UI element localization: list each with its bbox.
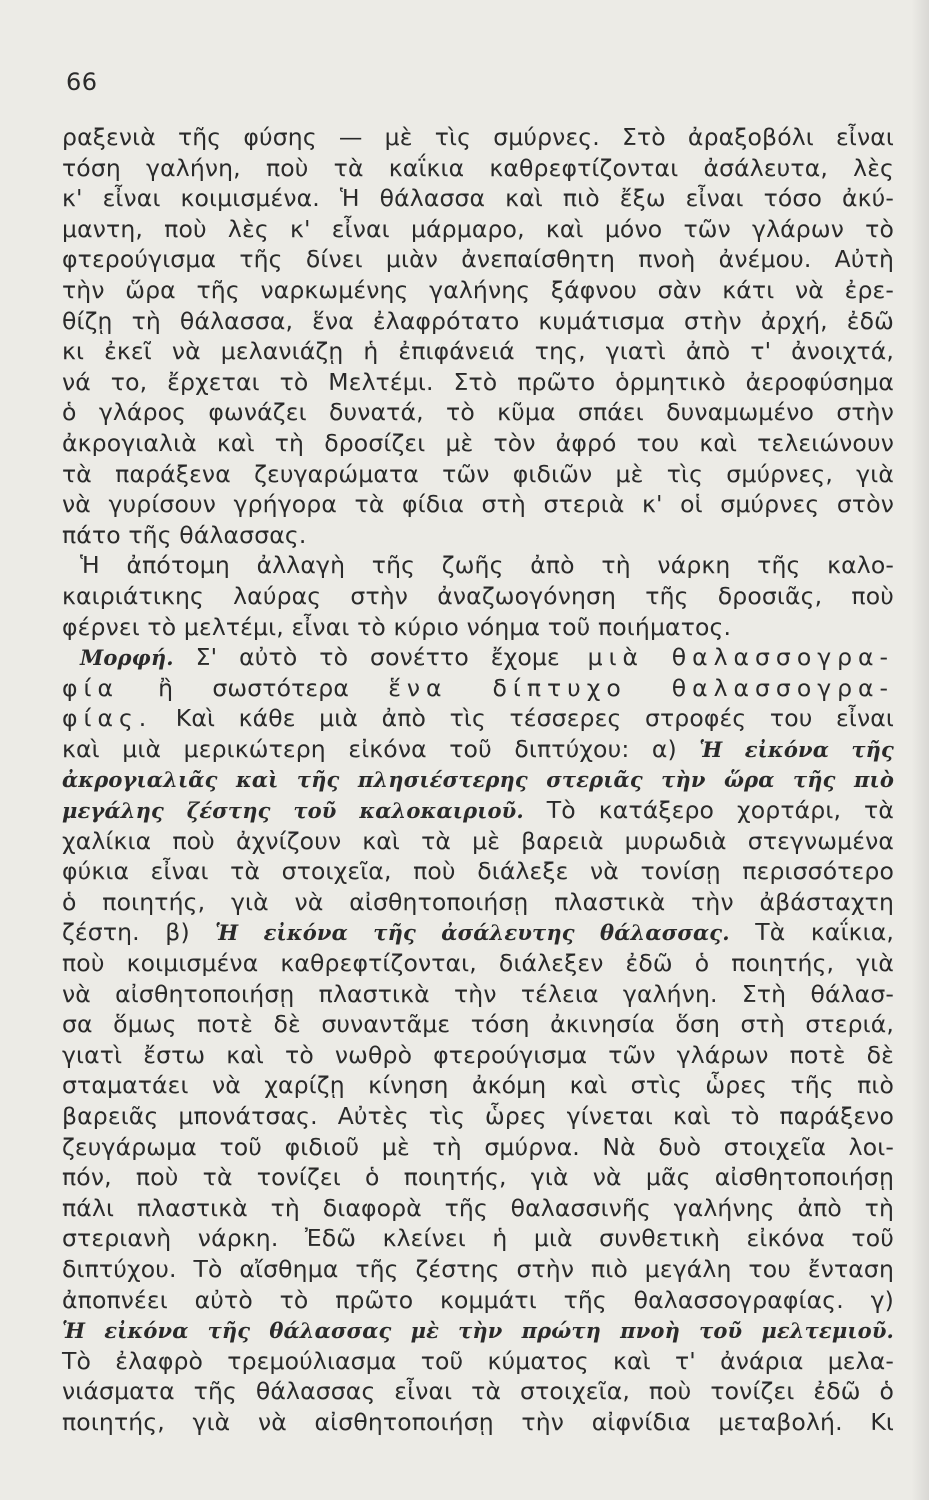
text-line: Τὸ ἐλαφρὸ τρεμούλιασμα τοῦ κύματος καὶ τ' ἀνάρια μελα- [62,1346,894,1375]
text-line: ὁ ποιητής, γιὰ νὰ αἰσθητοποιήσῃ πλαστικὰ τὴν ἀβάσταχτη [62,887,894,916]
text-line: σταματάει νὰ χαρίζῃ κίνηση ἀκόμη καὶ στὶς ὧρες τῆς πιὸ [62,1071,894,1100]
text-line: ἀκρογιαλιὰ καὶ τὴ δροσίζει μὲ τὸν ἀφρό του καὶ τελειώνουν [62,428,894,457]
text-line: νιάσματα τῆς θάλασσας εἶναι τὰ στοιχεῖα, ποὺ τονίζει ἐδῶ ὁ [62,1377,894,1406]
text-line: ποιητής, γιὰ νὰ αἰσθητοποιήσῃ τὴν αἰφνίδια μεταβολή. Κι [62,1407,894,1436]
text-line: τόση γαλήνη, ποὺ τὰ καΐκια καθρεφτίζονται ἀσάλευτα, λὲς [62,153,894,182]
text-line: σα ὅμως ποτὲ δὲ συναντᾶμε τόση ἀκινησία ὅση στὴ στεριά, [62,1010,894,1039]
text-line: ἀποπνέει αὐτὸ τὸ πρῶτο κομμάτι τῆς θαλασσογραφίας. γ) [62,1285,894,1314]
text-line: Μορφή. Σ' αὐτὸ τὸ σονέττο ἔχομε μιὰ θαλασσογρα- [80,643,895,672]
text-line: κ' εἶναι κοιμισμένα. Ἡ θάλασσα καὶ πιὸ ἔξω εἶναι τόσο ἀκύ- [62,184,894,213]
text-line: μαντη, ποὺ λὲς κ' εἶναι μάρμαρο, καὶ μόνο τῶν γλάρων τὸ [62,214,894,243]
text-line: κι ἐκεῖ νὰ μελανιάζῃ ἡ ἐπιφάνειά της, γιατὶ ἀπὸ τ' ἀνοιχτά, [62,337,894,366]
text-line: ζευγάρωμα τοῦ φιδιοῦ μὲ τὴ σμύρνα. Νὰ δυὸ στοιχεῖα λοι- [62,1132,894,1161]
text-line: τὰ παράξενα ζευγαρώματα τῶν φιδιῶν μὲ τὶς σμύρνες, γιὰ [62,459,894,488]
text-line: νὰ γυρίσουν γρήγορα τὰ φίδια στὴ στεριὰ κ' οἱ σμύρνες στὸν [62,490,894,519]
body-text [62,122,894,1438]
text-line: Ἡ ἀπότομη ἀλλαγὴ τῆς ζωῆς ἀπὸ τὴ νάρκη τῆς καλο- [80,551,894,580]
text-line: τὴν ὥρα τῆς ναρκωμένης γαλήνης ξάφνου σὰν κάτι νὰ ἐρε- [62,275,894,304]
text-line: χαλίκια ποὺ ἀχνίζουν καὶ τὰ μὲ βαρειὰ μυρωδιὰ στεγνωμένα [62,826,894,855]
text-line: φύκια εἶναι τὰ στοιχεῖα, ποὺ διάλεξε νὰ τονίσῃ περισσότερο [62,857,894,886]
text-line: στεριανὴ νάρκη. Ἐδῶ κλείνει ἡ μιὰ συνθετικὴ εἰκόνα τοῦ [62,1224,894,1253]
text-line: καιριάτικης λαύρας στὴν ἀναζωογόνηση τῆς δροσιᾶς, ποὺ [62,581,894,610]
text-line: γιατὶ ἔστω καὶ τὸ νωθρὸ φτερούγισμα τῶν γλάρων ποτὲ δὲ [62,1040,894,1069]
text-line: φτερούγισμα τῆς δίνει μιὰν ἀνεπαίσθητη πνοὴ ἀνέμου. Αὐτὴ [62,245,894,274]
text-line: νά το, ἔρχεται τὸ Μελτέμι. Στὸ πρῶτο ὁρμητικὸ ἀεροφύσημα [62,367,894,396]
text-line: φίας. Καὶ κάθε μιὰ ἀπὸ τὶς τέσσερες στροφές του εἶναι [62,704,894,733]
text-line: ραξενιὰ τῆς φύσης — μὲ τὶς σμύρνες. Στὸ ἀραξοβόλι εἶναι [62,123,894,151]
text-line: διπτύχου. Τὸ αἴσθημα τῆς ζέστης στὴν πιὸ μεγάλη του ἔνταση [62,1254,894,1283]
page-edge-shadow [911,0,929,1500]
page-number: 66 [66,68,98,96]
text-line: Ἡ εἰκόνα τῆς θάλασσας μὲ τὴν πρώτη πνοὴ τοῦ μελτεμιοῦ. [62,1318,894,1344]
text-line: πόν, ποὺ τὰ τονίζει ὁ ποιητής, γιὰ νὰ μᾶς αἰσθητοποιήσῃ [62,1163,894,1192]
text-line: νὰ αἰσθητοποιήσῃ πλαστικὰ τὴν τέλεια γαλήνη. Στὴ θάλασ- [62,979,894,1008]
text-line: ἀκρογιαλιᾶς καὶ τῆς πλησιέστερης στεριᾶς τὴν ὥρα τῆς πιὸ [62,767,894,793]
text-line: μεγάλης ζέστης τοῦ καλοκαιριοῦ. Τὸ κατάξερο χορτάρι, τὰ [62,796,894,825]
section-heading: Μορφή. [80,645,174,671]
text-line: φία ἢ σωστότερα ἕνα δίπτυχο θαλασσογρα- [62,673,894,702]
text-line: καὶ μιὰ μερικώτερη εἰκόνα τοῦ διπτύχου: α) Ἡ εἰκόνα τῆς [62,734,894,763]
text-line: φέρνει τὸ μελτέμι, εἶναι τὸ κύριο νόημα τοῦ ποιήματος. [62,612,732,641]
text-line: πάτο τῆς θάλασσας. [62,520,307,549]
text-line: ὁ γλάρος φωνάζει δυνατά, τὸ κῦμα σπάει δυναμωμένο στὴν [62,398,894,427]
text-line: βαρειᾶς μπονάτσας. Αὐτὲς τὶς ὧρες γίνεται καὶ τὸ παράξενο [62,1102,894,1130]
text-line: πάλι πλαστικὰ τὴ διαφορὰ τῆς θαλασσινῆς γαλήνης ἀπὸ τὴ [62,1193,894,1222]
text-line: ζέστη. β) Ἡ εἰκόνα τῆς ἀσάλευτης θάλασσας. Τὰ καΐκια, [62,918,894,947]
text-line: ποὺ κοιμισμένα καθρεφτίζονται, διάλεξεν ἐδῶ ὁ ποιητής, γιὰ [62,949,894,978]
text-line: θίζῃ τὴ θάλασσα, ἕνα ἐλαφρότατο κυμάτισμα στὴν ἀρχή, ἐδῶ [62,306,894,335]
